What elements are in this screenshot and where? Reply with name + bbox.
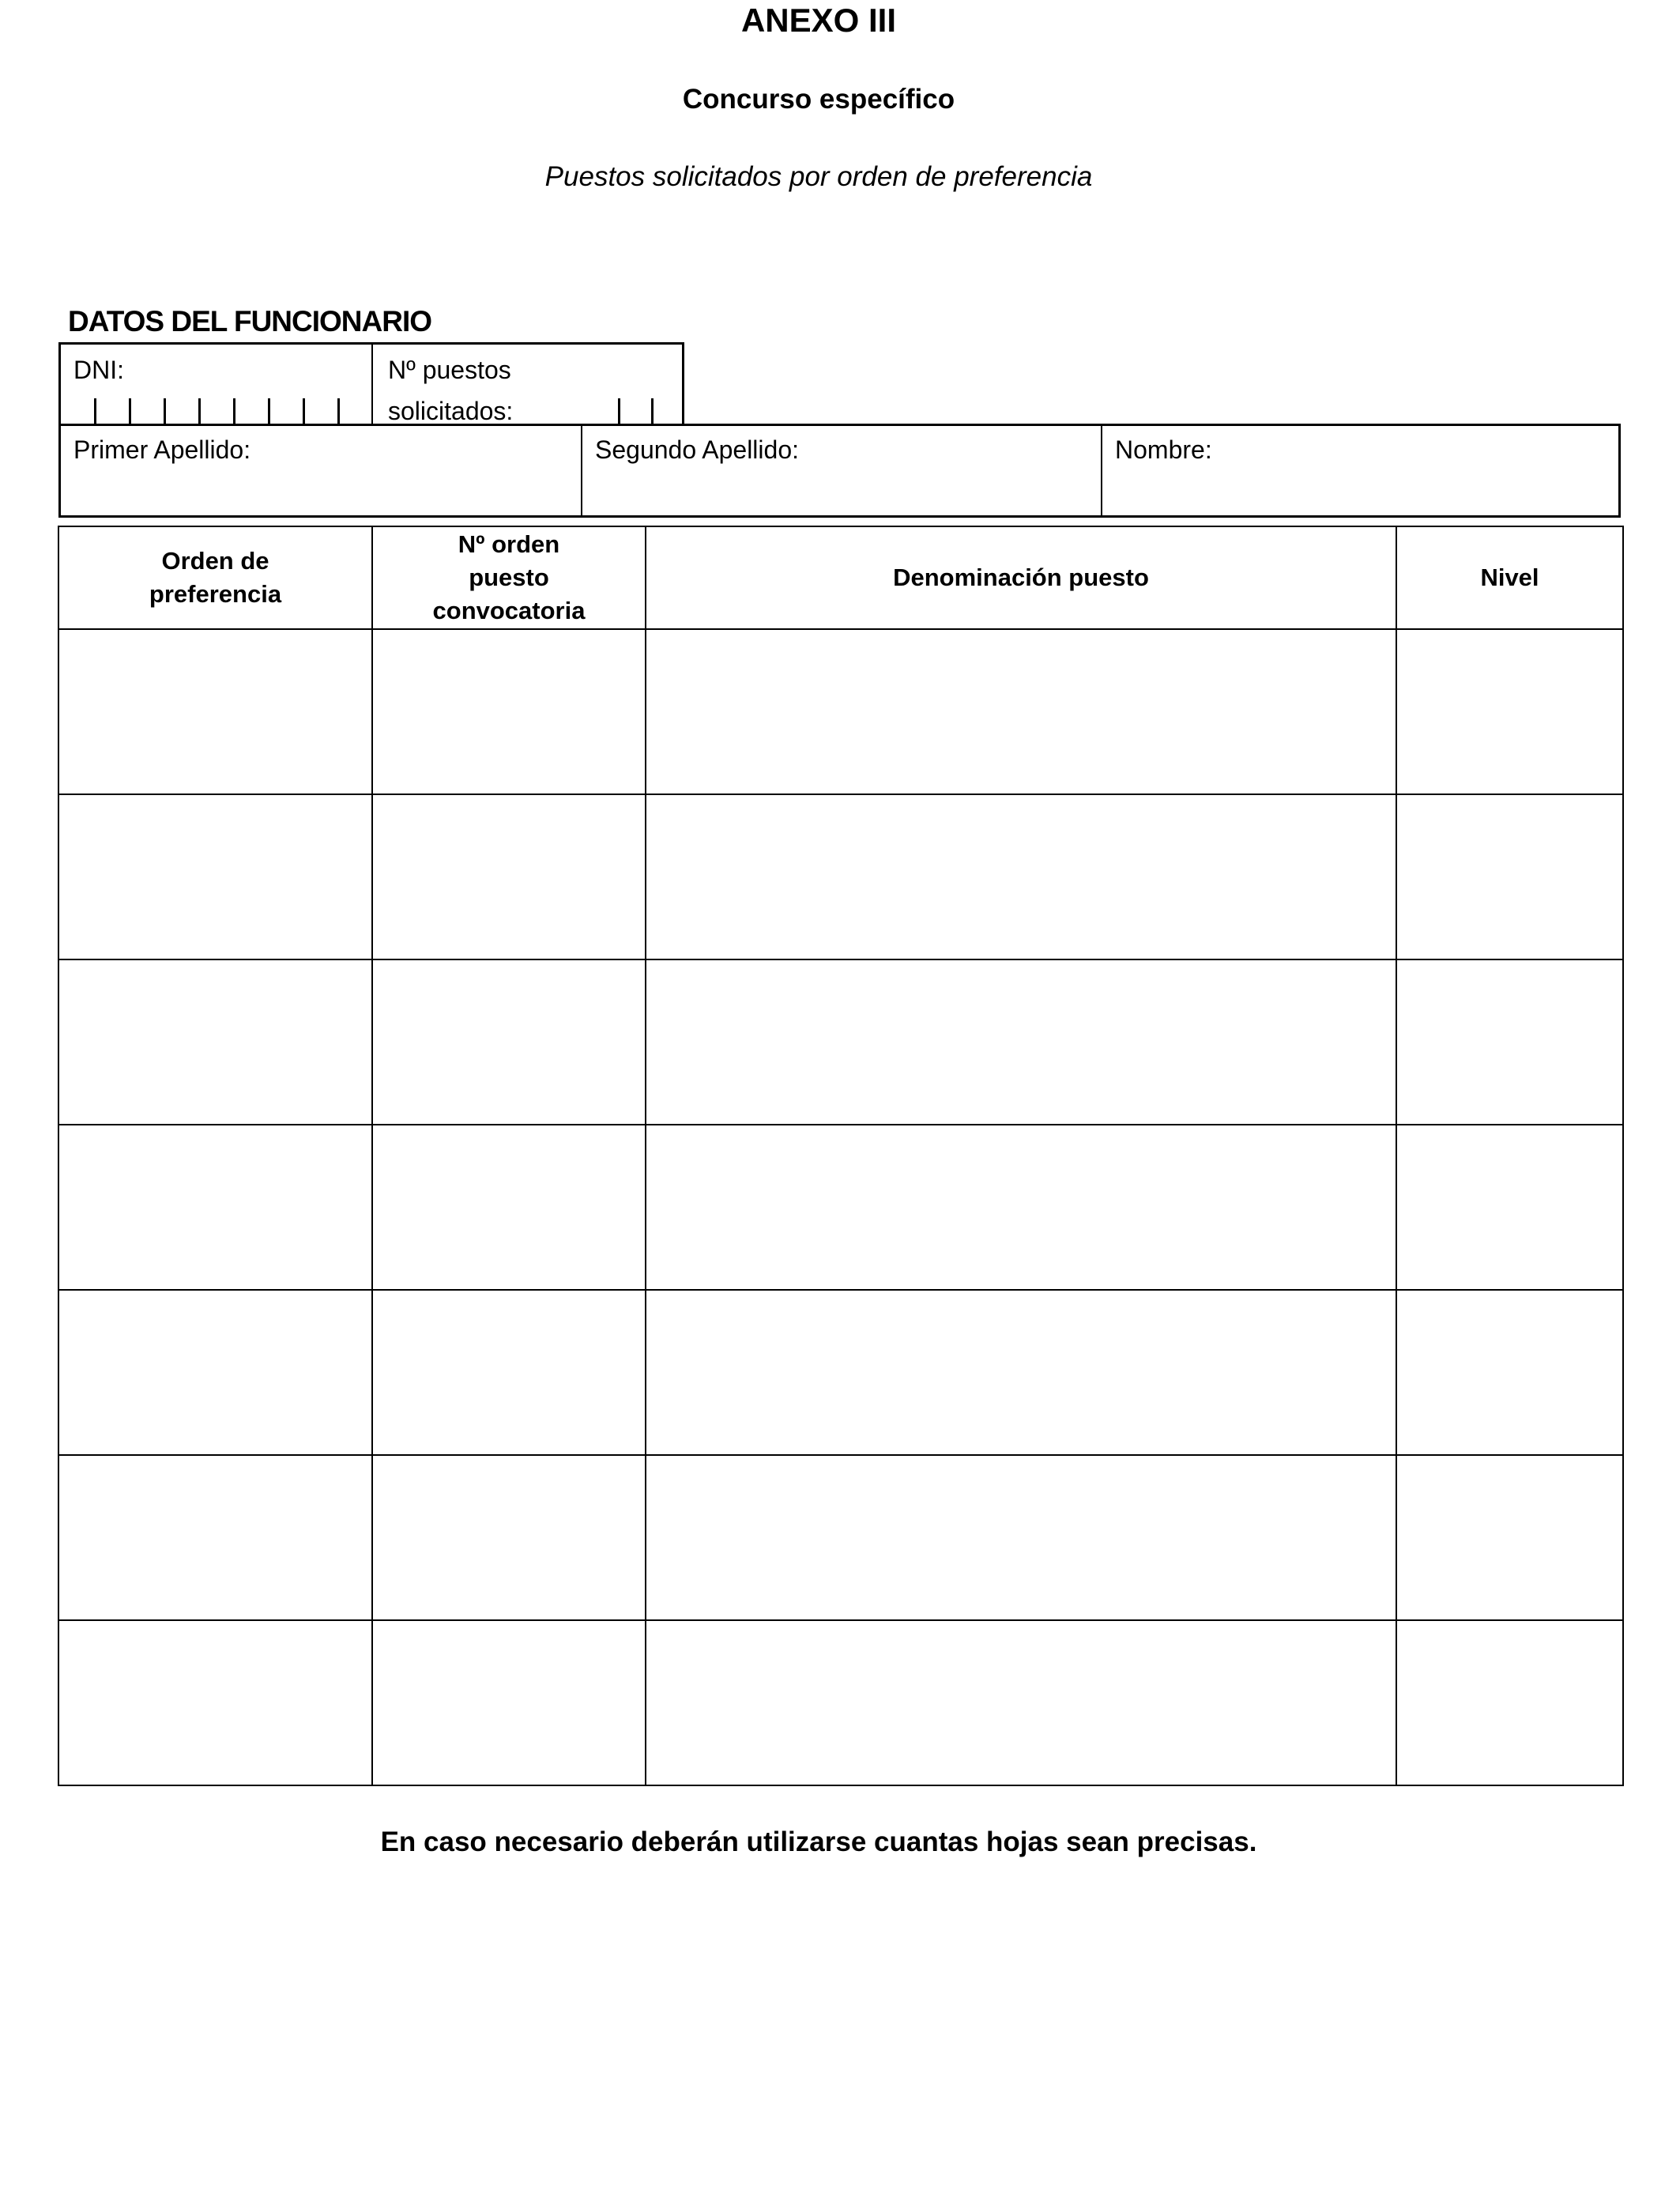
positions-count-label-line2: solicitados: <box>388 397 514 425</box>
level-cell[interactable] <box>1396 1125 1623 1290</box>
preference-order-cell[interactable] <box>58 959 372 1125</box>
dni-slot-divider <box>164 398 166 425</box>
dni-positions-box <box>58 342 684 425</box>
footer-note: En caso necesario deberán utilizarse cuantas hojas sean precisas. <box>380 1826 1257 1857</box>
call-position-number-cell[interactable] <box>372 1620 646 1785</box>
position-name-cell[interactable] <box>646 1290 1396 1455</box>
position-name-cell[interactable] <box>646 1620 1396 1785</box>
position-name-cell[interactable] <box>646 959 1396 1125</box>
call-position-number-cell[interactable] <box>372 1290 646 1455</box>
page-subtitle: Puestos solicitados por orden de preferencia <box>544 161 1093 192</box>
header-call-position-number <box>372 526 646 629</box>
count-slot-divider <box>651 398 654 425</box>
table-row <box>58 1290 1623 1455</box>
header-preference-order <box>58 526 372 629</box>
level-cell[interactable] <box>1396 1620 1623 1785</box>
preference-order-cell[interactable] <box>58 1620 372 1785</box>
preference-order-cell[interactable] <box>58 1125 372 1290</box>
table-row <box>58 1125 1623 1290</box>
preference-order-cell[interactable] <box>58 794 372 959</box>
call-position-number-cell[interactable] <box>372 629 646 794</box>
name-field[interactable] <box>1102 426 1618 515</box>
first-surname-field[interactable] <box>61 426 581 515</box>
table-row <box>58 794 1623 959</box>
contest-title: Concurso específico <box>682 84 955 115</box>
level-cell[interactable] <box>1396 794 1623 959</box>
call-position-number-cell[interactable] <box>372 1455 646 1620</box>
table-row <box>58 629 1623 794</box>
second-surname-field[interactable] <box>582 426 1101 515</box>
preference-order-cell[interactable] <box>58 1290 372 1455</box>
officer-data-heading: DATOS DEL FUNCIONARIO <box>68 305 432 337</box>
table-row <box>58 959 1623 1125</box>
header-call-position-number-line: Nº orden <box>458 530 560 558</box>
call-position-number-cell[interactable] <box>372 1125 646 1290</box>
level-cell[interactable] <box>1396 1455 1623 1620</box>
positions-count-label-line1: Nº puestos <box>388 356 511 384</box>
table-row <box>58 1455 1623 1620</box>
header-position-name: Denominación puesto <box>646 526 1396 629</box>
header-preference-order-line: Orden de <box>161 547 269 575</box>
table-row <box>58 1620 1623 1785</box>
preference-order-cell[interactable] <box>58 629 372 794</box>
annex-title: ANEXO III <box>740 2 897 39</box>
position-name-cell[interactable] <box>646 1125 1396 1290</box>
level-cell[interactable] <box>1396 629 1623 794</box>
count-slot-divider <box>618 398 620 425</box>
header-call-position-number-line: convocatoria <box>432 597 586 624</box>
position-name-cell[interactable] <box>646 629 1396 794</box>
level-cell[interactable] <box>1396 959 1623 1125</box>
header-preference-order-line: preferencia <box>149 580 282 608</box>
dni-slot-divider <box>233 398 235 425</box>
second-surname-label: Segundo Apellido: <box>595 435 799 464</box>
first-surname-label: Primer Apellido: <box>73 435 251 464</box>
dni-label: DNI: <box>73 356 124 384</box>
preference-order-cell[interactable] <box>58 1455 372 1620</box>
dni-slot-divider <box>198 398 201 425</box>
level-cell[interactable] <box>1396 1290 1623 1455</box>
dni-slot-divider <box>268 398 270 425</box>
dni-slot-divider <box>337 398 340 425</box>
dni-slot-divider <box>94 398 96 425</box>
position-name-cell[interactable] <box>646 794 1396 959</box>
dni-slot-divider <box>303 398 305 425</box>
names-box <box>58 424 1621 518</box>
header-level: Nivel <box>1396 526 1623 629</box>
dni-box-divider <box>371 345 373 425</box>
dni-slot-divider <box>129 398 131 425</box>
call-position-number-cell[interactable] <box>372 794 646 959</box>
position-name-cell[interactable] <box>646 1455 1396 1620</box>
call-position-number-cell[interactable] <box>372 959 646 1125</box>
table-header-row <box>58 526 1623 629</box>
name-label: Nombre: <box>1115 435 1212 464</box>
header-call-position-number-line: puesto <box>469 564 549 591</box>
requested-positions-table <box>58 526 1624 1786</box>
